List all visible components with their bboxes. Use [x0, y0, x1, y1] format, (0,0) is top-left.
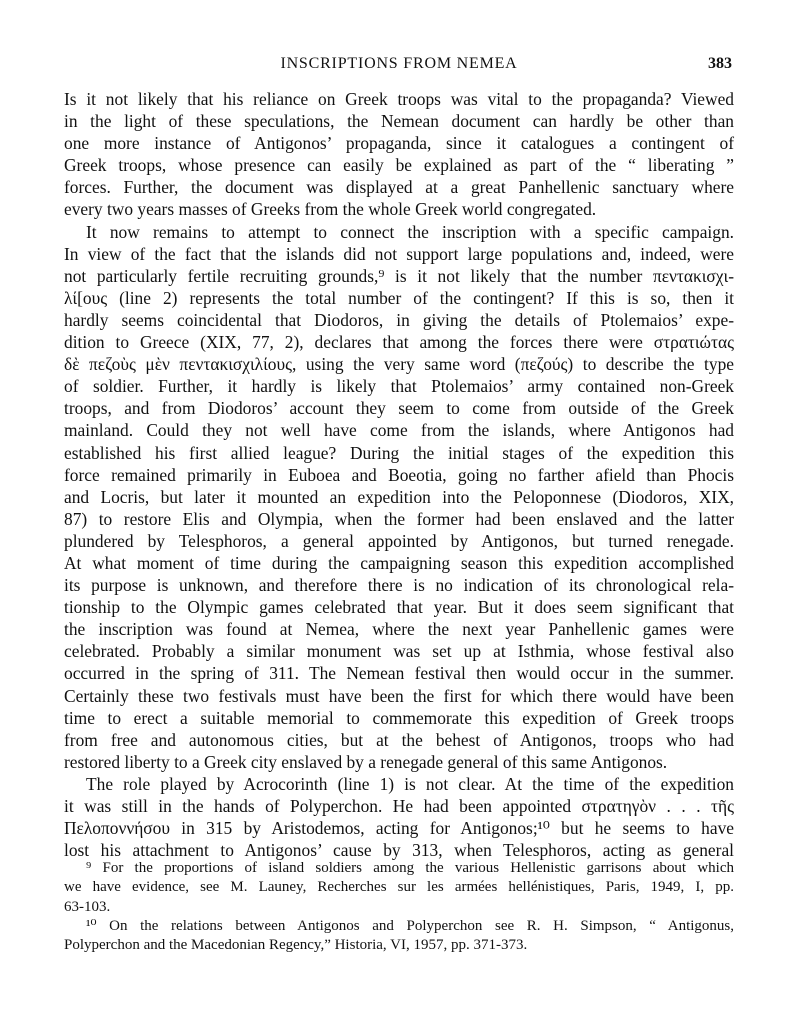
body-line: lost his attachment to Antigonos’ cause by 313, when Telesphoros, acting as general [64, 840, 734, 861]
body-line: celebrated. Probably a similar monument was set up at Isthmia, whose festival also [64, 641, 734, 662]
body-line: its purpose is unknown, and therefore there is no indication of its chronological rela- [64, 575, 734, 596]
body-line: in the light of these speculations, the Nemean document can hardly be other than [64, 111, 734, 132]
body-line: 87) to restore Elis and Olympia, when the former had been enslaved and the latter [64, 508, 734, 529]
body-text [64, 88, 734, 861]
running-header [0, 55, 798, 75]
body-line: λί[ους (line 2) represents the total number of the contingent? If this is so, then it [64, 287, 734, 308]
body-line: not particularly fertile recruiting grounds,⁹ is it not likely that the number πεντακισχι- [64, 265, 734, 286]
body-line: plundered by Telesphoros, a general appointed by Antigonos, but turned renegade. [64, 530, 734, 551]
body-line: Greek troops, whose presence can easily be explained as part of the “ liberating ” [64, 155, 734, 176]
body-line: At what moment of time during the campaigning season this expedition accomplished [64, 552, 734, 573]
body-line: the inscription was found at Nemea, where the next year Panhellenic games were [64, 619, 734, 640]
body-line: Πελοποννήσου in 315 by Aristodemos, acting for Antigonos;¹⁰ but he seems to have [64, 818, 734, 839]
body-line: from free and autonomous cities, but at the behest of Antigonos, troops who had [64, 729, 734, 750]
page-number: 383 [708, 55, 732, 72]
footnote-line: ¹⁰ On the relations between Antigonos and Polyperchon see R. H. Simpson, “ Antigonus, [86, 917, 734, 934]
body-line: it was still in the hands of Polyperchon. He had been appointed στρατηγὸν . . . τῆς [64, 796, 734, 816]
footnote-line: we have evidence, see M. Launey, Recherches sur les armées hellénistiques, Paris, 1949, I, pp. [64, 879, 734, 896]
footnote-line: 63-103. [64, 898, 111, 915]
body-line: every two years masses of Greeks from the whole Greek world congregated. [64, 199, 597, 220]
running-title: INSCRIPTIONS FROM NEMEA [280, 55, 518, 72]
body-line: Certainly these two festivals must have been the first for which there would have been [64, 685, 734, 706]
body-line: time to erect a suitable memorial to commemorate this expedition of Greek troops [64, 707, 734, 728]
body-line: hardly seems coincidental that Diodoros, in giving the details of Ptolemaios’ expe- [64, 309, 734, 330]
body-line: of soldier. Further, it hardly is likely that Ptolemaios’ army contained non-Greek [64, 376, 734, 397]
body-line: The role played by Acrocorinth (line 1) is not clear. At the time of the expedition [86, 773, 734, 794]
footnotes [64, 859, 734, 955]
body-line: troops, and from Diodoros’ account they seem to come from outside of the Greek [64, 398, 734, 419]
footnote-line: ⁹ For the proportions of island soldiers among the various Hellenistic garrisons about which [86, 860, 734, 876]
body-line: dition to Greece (XIX, 77, 2), declares that among the forces there were στρατιώτας [64, 332, 734, 353]
body-line: forces. Further, the document was displayed at a great Panhellenic sanctuary where [64, 177, 734, 198]
body-line: Is it not likely that his reliance on Greek troops was vital to the propaganda? Viewed [64, 89, 734, 109]
body-line: tionship to the Olympic games celebrated that year. But it does seem significant that [64, 597, 734, 618]
footnote-line: Polyperchon and the Macedonian Regency,” Historia, VI, 1957, pp. 371-373. [64, 937, 528, 954]
body-line: and Locris, but later it mounted an expedition into the Peloponnese (Diodoros, XIX, [64, 486, 734, 507]
body-line: mainland. Could they not well have come from the islands, where Antigonos had [64, 420, 734, 441]
body-line: It now remains to attempt to connect the inscription with a specific campaign. [86, 221, 734, 242]
body-line: established his first allied league? During the initial stages of the expedition this [64, 442, 734, 463]
body-line: In view of the fact that the islands did not support large populations and, indeed, were [64, 243, 734, 264]
body-line: restored liberty to a Greek city enslaved by a renegade general of this same Antigonos. [64, 751, 668, 772]
body-line: one more instance of Antigonos’ propaganda, since it catalogues a contingent of [64, 133, 734, 154]
body-line: force remained primarily in Euboea and Boeotia, going no farther afield than Phocis [64, 464, 734, 485]
body-line: δὲ πεζοὺς μὲν πεντακισχιλίους, using the very same word (πεζούς) to describe the type [64, 354, 734, 375]
body-line: occurred in the spring of 311. The Nemean festival then would occur in the summer. [64, 663, 734, 684]
